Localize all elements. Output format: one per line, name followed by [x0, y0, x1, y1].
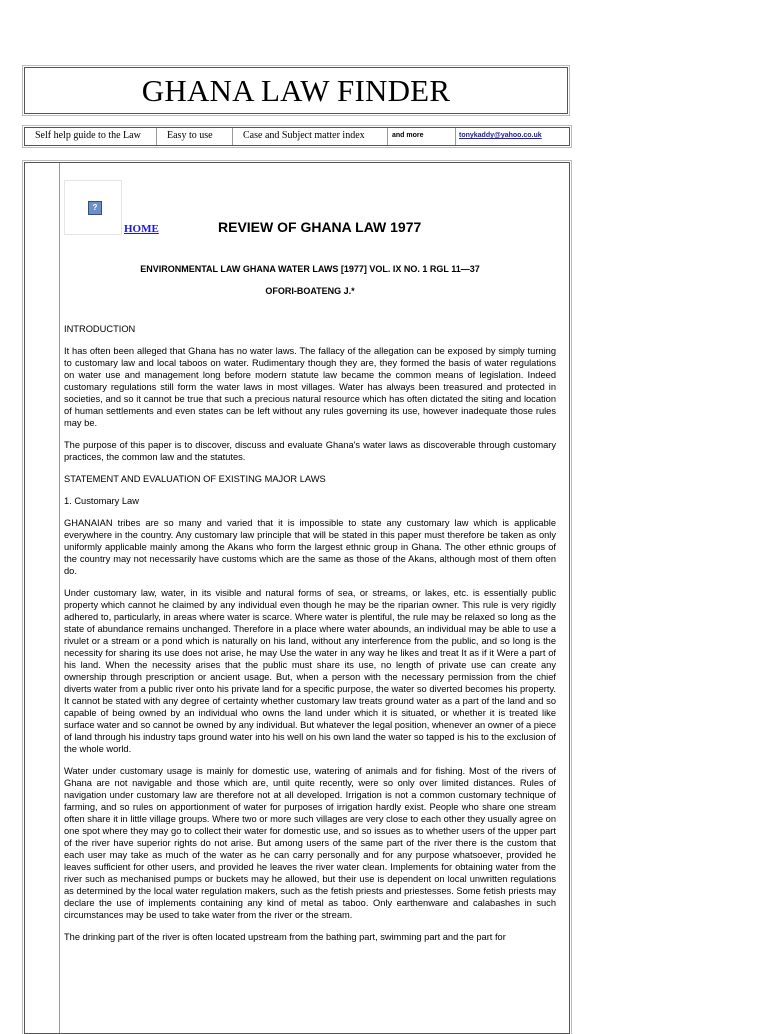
section-heading: STATEMENT AND EVALUATION OF EXISTING MAJOR LAWS: [64, 474, 326, 484]
nav-bar: [24, 127, 570, 146]
site-title-box: [24, 67, 568, 114]
paragraph: It has often been alleged that Ghana has no water laws. The fallacy of the allegation can be exposed by simply turning to customary law and local taboos on water. Rudimentary though they are, they formed the basis of water regulations on water use and management long before modern statute law became the common means of legislation. Indeed customary regulations still form the water laws in most villages. Water has always been treasured and protected in societies, and so it cannot be true that such a precious natural resource which has often dictated the siting and location of human settlements and even states can be left without any rules governing its use, however inadequate those rules may be.: [64, 346, 556, 428]
nav-item-case-index[interactable]: Case and Subject matter index: [233, 128, 388, 145]
nav-item-and-more[interactable]: and more: [388, 128, 456, 145]
broken-image[interactable]: [64, 180, 122, 235]
nav-email-link[interactable]: tonykaddy@yahoo.co.uk: [459, 132, 542, 139]
article-subtitle: ENVIRONMENTAL LAW GHANA WATER LAWS [1977] VOL. IX NO. 1 RGL 11—37: [140, 264, 480, 274]
subsection-heading: 1. Customary Law: [64, 496, 139, 506]
image-placeholder-icon: ?: [88, 201, 102, 215]
article-author: OFORI-BOATENG J.*: [265, 286, 355, 296]
paragraph: GHANAIAN tribes are so many and varied that it is impossible to state any customary law which is applicable everywhere in the country. Any customary law principle that will be stated in this paper must therefore be taken as only uniformly applicable mainly among the Akans who form the largest ethnic group in Ghana. The other ethnic groups of the country may not necessarily have customs which are the same as those of the Akans, although most of them often do.: [64, 518, 556, 576]
site-title: GHANA LAW FINDER: [141, 73, 451, 108]
page-title: REVIEW OF GHANA LAW 1977: [218, 219, 422, 235]
paragraph: Under customary law, water, in its visible and natural forms of sea, or streams, or lakes, etc. is essentially public property which cannot he claimed by any individual even though he may be the riparian owner. This rule is very rigidly adhered to, particularly, in areas where water is scarce. Where water is plentiful, the rule may be relaxed so long as the state of abundance remains unchanged. Therefore in a place where water abounds, an individual may be able to use a rivulet or a stream or a pond which is naturally on his land, without any interference from the public, and so long is the necessity for sharing its use does not arise, he may Use the water in any way he likes and treat It as if it Were a part of his land. When the necessity arises that the public must share its use, no length of private use can create any ownership through prescription or ancient usage. But, when a person with the necessary permission from the chief diverts water from a public river onto his private land for a specific purpose, the water so diverted becomes his property. It cannot be stated with any degree of certainty whether customary law treats ground water as a part of the land and so capable of being owned by an individual who owns the land under which it is situated, or whether it is treated like surface water and so cannot be owned by any individual. But whatever the legal position, whenever an owner of a piece of land through his industry taps ground water into his well on his own land the water so tapped is his to the exclusion of the whole world.: [64, 588, 557, 754]
article-body: [64, 323, 556, 953]
nav-item-easy-to-use[interactable]: Easy to use: [157, 128, 233, 145]
paragraph: Water under customary usage is mainly for domestic use, watering of animals and for fishing. Most of the rivers of Ghana are not navigable and those which are, until quite recently, were so only over limited distances. Rules of navigation under customary law are therefore not at all developed. Irrigation is not a common customary technique of farming, and so rules on apportionment of water for purposes of irrigation hardly exist. People who share one stream often share it in little village groups. Where two or more such villages are very close to each other they usually agree on one spot where they may go to collect their water for domestic use, and so issues as to whether users of the upper part of the river have superior rights do not arise. But among users of the same part of the river there is the custom that each user may take as much of the water as he can carry personally and for any purpose whatsoever, provided he leaves sufficient for other users, and provided he leaves the river water clean. Implements for obtaining water from the river such as mechanised pumps or buckets may he allowed, but their use is dependent on local unwritten regulations as determined by the local water regulation makers, such as the fetish priests and priestesses. Some fetish priests may declare the use of implements containing any kind of metal as taboo. Only earthenware and calabashes in such circumstances may be used to take water from the river or the stream.: [64, 766, 556, 920]
introduction-heading: INTRODUCTION: [64, 324, 136, 334]
home-link[interactable]: HOME: [124, 223, 159, 235]
left-column: [25, 163, 60, 1033]
paragraph: The purpose of this paper is to discover, discuss and evaluate Ghana's water laws as discoverable through customary practices, the common law and the statutes.: [64, 440, 556, 462]
paragraph: The drinking part of the river is often located upstream from the bathing part, swimming part and the part for: [64, 932, 506, 942]
nav-item-self-help[interactable]: Self help guide to the Law: [25, 128, 157, 145]
